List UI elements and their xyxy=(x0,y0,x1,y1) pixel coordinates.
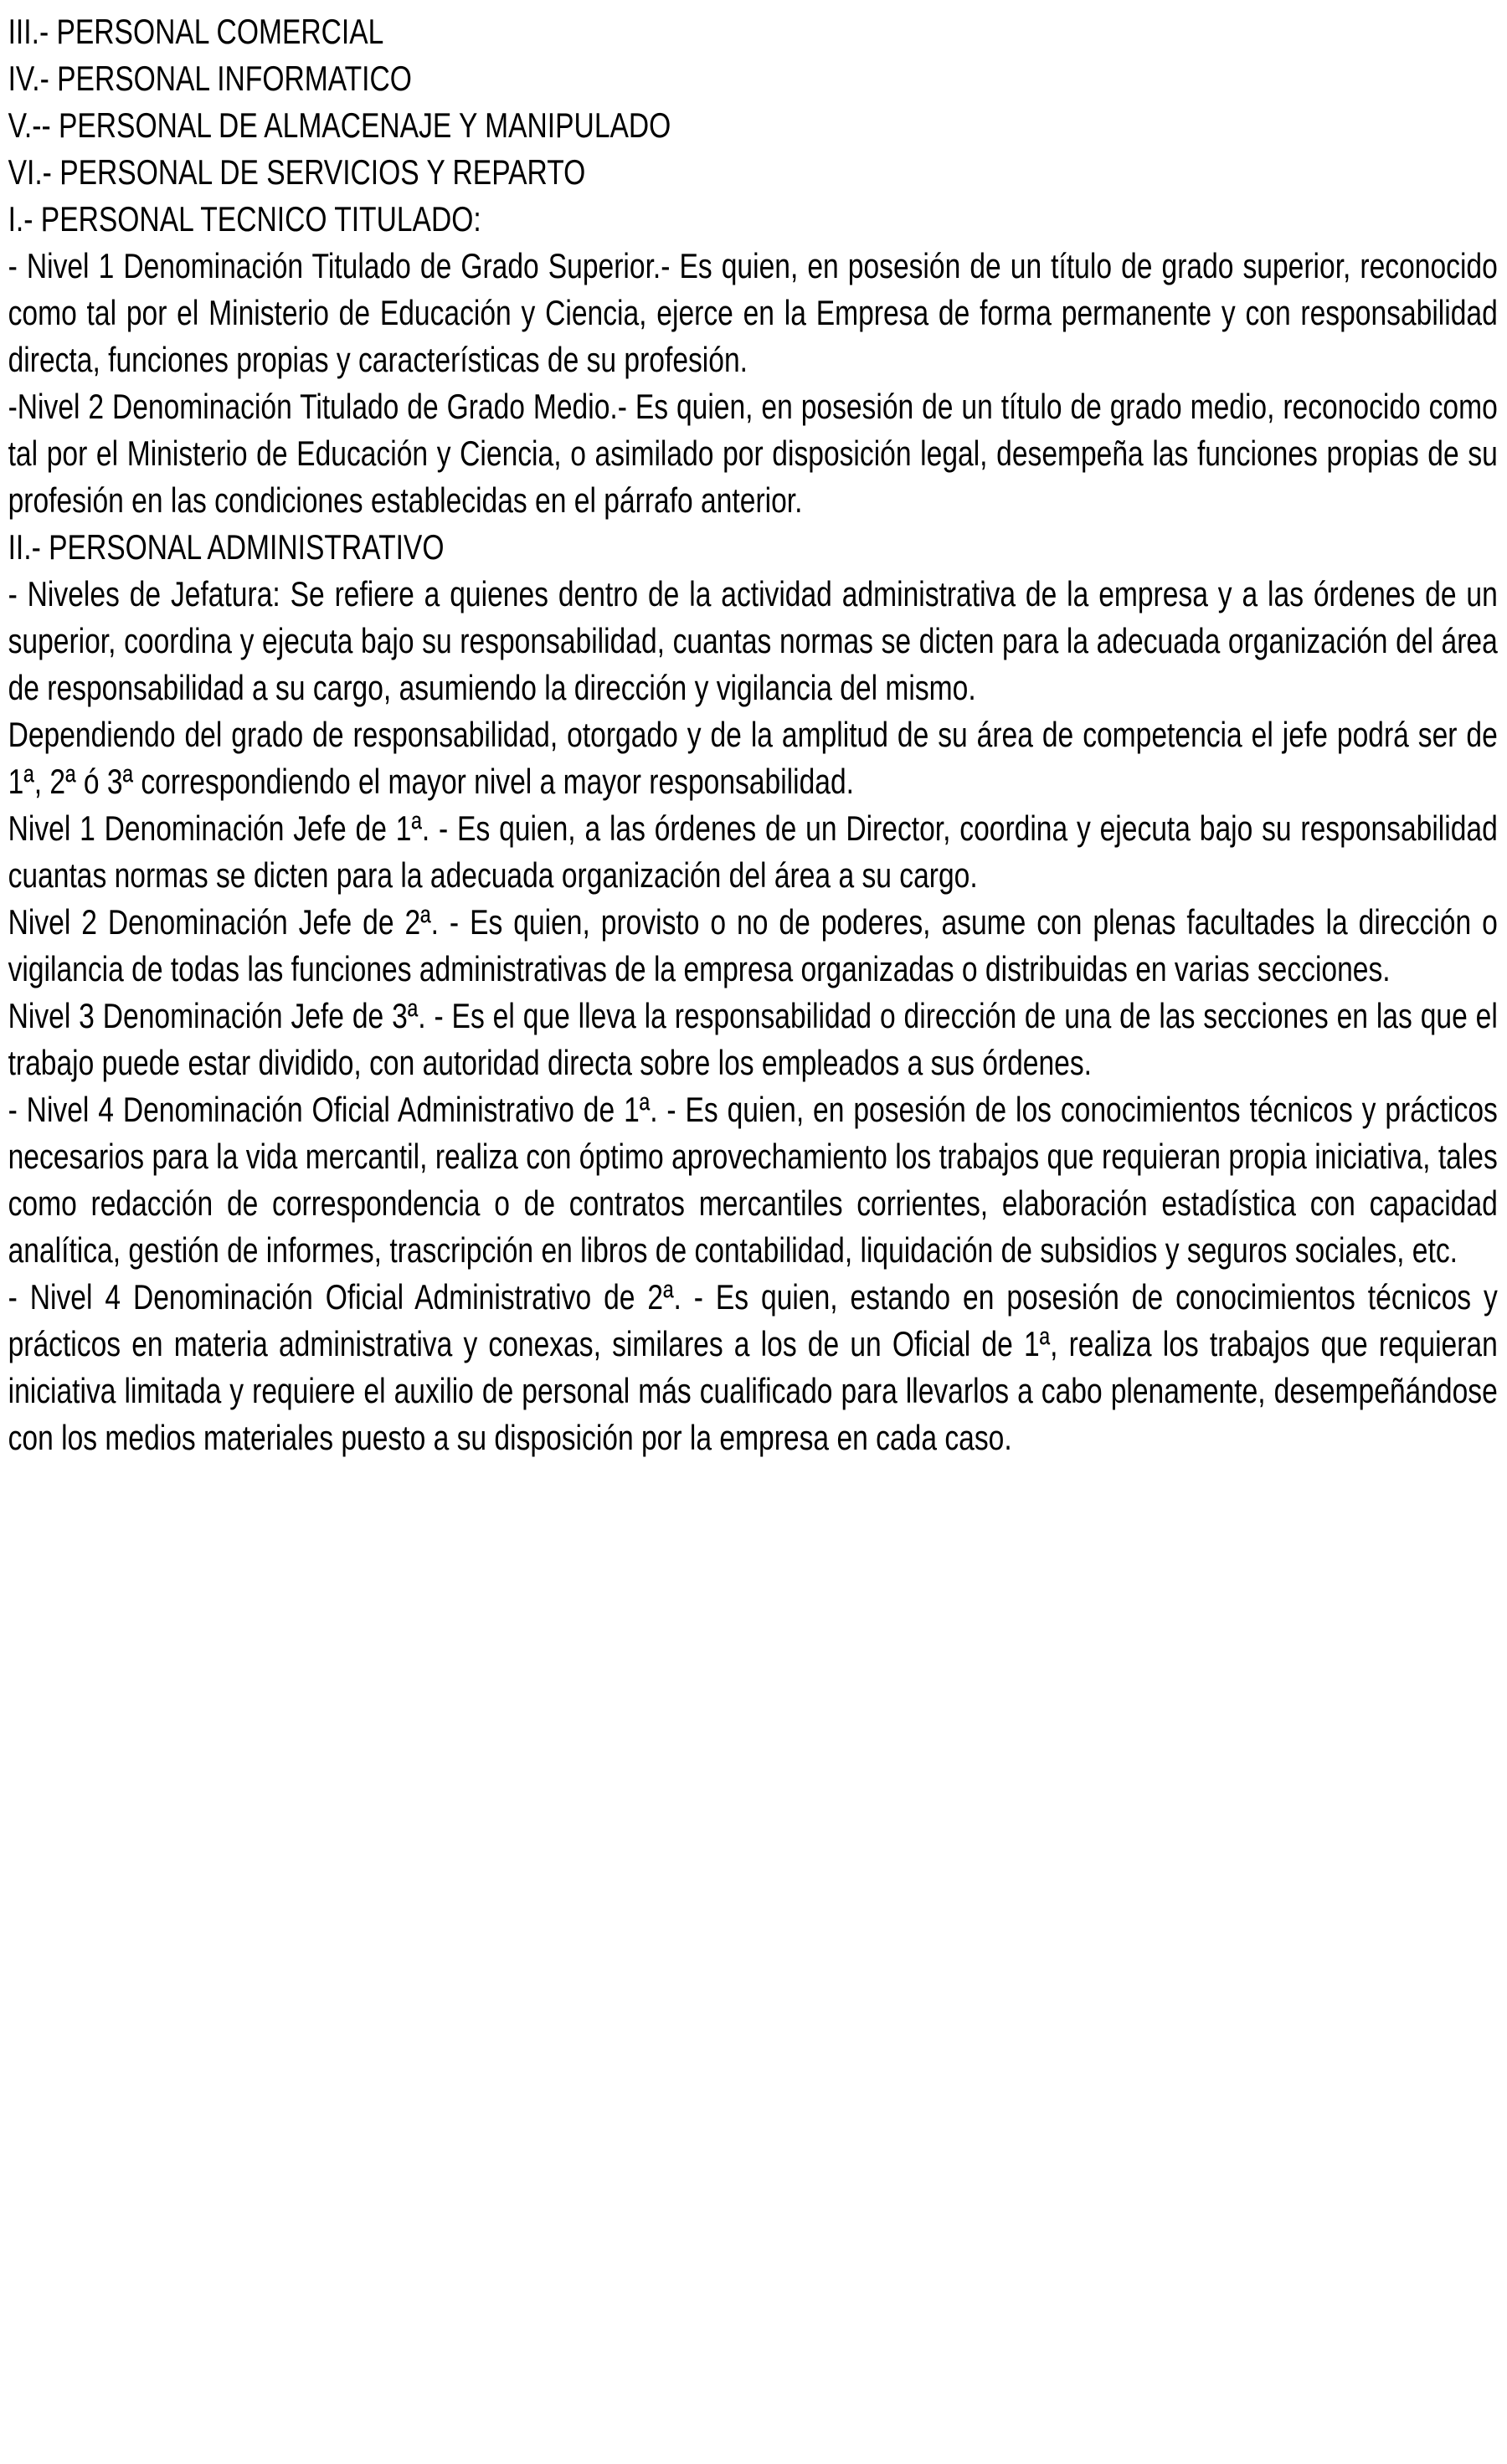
paragraph-nivel-4-oficial-administrativo-1a: - Nivel 4 Denominación Oficial Administrativo de 1ª. - Es quien, en posesión de los conocimientos técnicos y prácticos necesarios para la vida mercantil, realiza con óptimo aprovechamiento los trabajos que requieran propia iniciativa, tales como redacción de correspondencia o de contratos mercantiles corrientes, elaboración estadística con capacidad analítica, gestión de informes, trascripción en libros de contabilidad, liquidación de subsidios y seguros sociales, etc. xyxy=(8,1090,1498,1270)
paragraph-grado-de-responsabilidad: Dependiendo del grado de responsabilidad, otorgado y de la amplitud de su área de competencia el jefe podrá ser de 1ª, 2ª ó 3ª correspondiendo el mayor nivel a mayor responsabilidad. xyxy=(8,715,1498,801)
paragraph-nivel-2-jefe-de-2a: Nivel 2 Denominación Jefe de 2ª. - Es quien, provisto o no de poderes, asume con plenas facultades la dirección o vigilancia de todas las funciones administrativas de la empresa organizadas o distribuidas en varias secciones. xyxy=(8,902,1498,988)
index-line-personal-informatico: IV.- PERSONAL INFORMATICO xyxy=(8,59,412,98)
paragraph-nivel-1-titulado-grado-superior: - Nivel 1 Denominación Titulado de Grado Superior.- Es quien, en posesión de un título de grado superior, reconocido como tal por el Ministerio de Educación y Ciencia, ejerce en la Empresa de forma permanente y con responsabilidad directa, funciones propias y características de su profesión. xyxy=(8,246,1498,379)
section-heading-personal-administrativo: II.- PERSONAL ADMINISTRATIVO xyxy=(8,527,445,567)
paragraph-nivel-2-titulado-grado-medio: -Nivel 2 Denominación Titulado de Grado Medio.- Es quien, en posesión de un título de grado medio, reconocido como tal por el Ministerio de Educación y Ciencia, o asimilado por disposición legal, desempeña las funciones propias de su profesión en las condiciones establecidas en el párrafo anterior. xyxy=(8,387,1498,520)
paragraph-niveles-de-jefatura: - Niveles de Jefatura: Se refiere a quienes dentro de la actividad administrativa de la empresa y a las órdenes de un superior, coordina y ejecuta bajo su responsabilidad, cuantas normas se dicten para la adecuada organización del área de responsabilidad a su cargo, asumiendo la dirección y vigilancia del mismo. xyxy=(8,574,1498,707)
index-line-personal-servicios: VI.- PERSONAL DE SERVICIOS Y REPARTO xyxy=(8,152,586,192)
index-line-personal-comercial: III.- PERSONAL COMERCIAL xyxy=(8,12,384,51)
index-line-personal-almacenaje: V.-- PERSONAL DE ALMACENAJE Y MANIPULADO xyxy=(8,105,671,145)
section-heading-personal-tecnico-titulado: I.- PERSONAL TECNICO TITULADO: xyxy=(8,199,481,239)
paragraph-nivel-4-oficial-administrativo-2a: - Nivel 4 Denominación Oficial Administrativo de 2ª. - Es quien, estando en posesión de conocimientos técnicos y prácticos en materia administrativa y conexas, similares a los de un Oficial de 1ª, realiza los trabajos que requieran iniciativa limitada y requiere el auxilio de personal más cualificado para llevarlos a cabo plenamente, desempeñándose con los medios materiales puesto a su disposición por la empresa en cada caso. xyxy=(8,1277,1498,1457)
paragraph-nivel-3-jefe-de-3a: Nivel 3 Denominación Jefe de 3ª. - Es el que lleva la responsabilidad o dirección de una de las secciones en las que el trabajo puede estar dividido, con autoridad directa sobre los empleados a sus órdenes. xyxy=(8,996,1498,1082)
paragraph-nivel-1-jefe-de-1a: Nivel 1 Denominación Jefe de 1ª. - Es quien, a las órdenes de un Director, coordina y ejecuta bajo su responsabilidad cuantas normas se dicten para la adecuada organización del área a su cargo. xyxy=(8,808,1498,895)
